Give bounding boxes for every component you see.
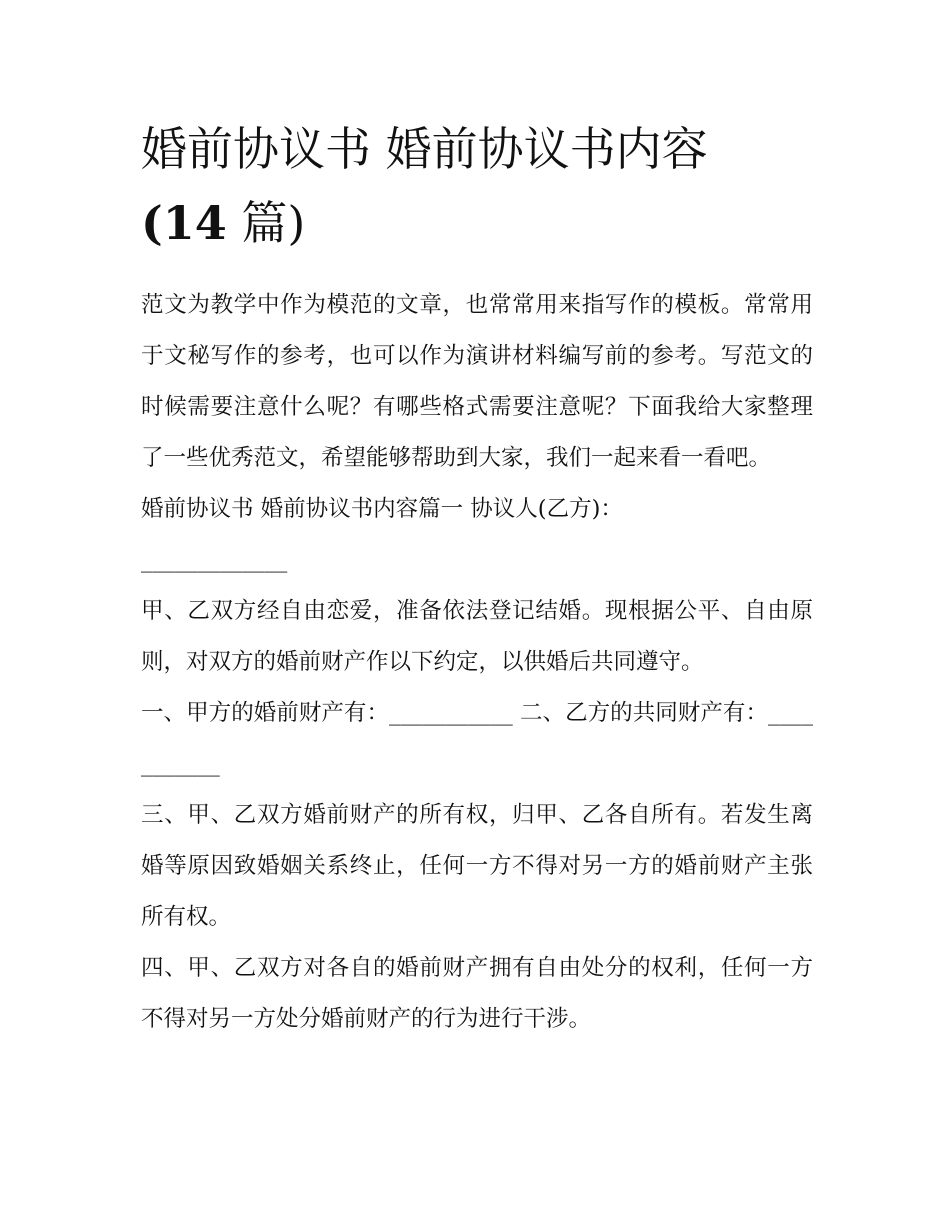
agreement-paragraph-2: 一、甲方的婚前财产有：___________ 二、乙方的共同财产有：___________	[141, 700, 813, 777]
intro-paragraph: 范文为教学中作为模范的文章，也常常用来指写作的模板。常常用于文秘写作的参考，也可以作为演讲材料编写前的参考。写范文的时候需要注意什么呢？有哪些格式需要注意呢？下面我给大家整理了一些优秀范文，希望能够帮助到大家，我们一起来看一看吧。	[141, 292, 813, 471]
title-paren-open: (	[141, 196, 163, 250]
signature-blank-line: _____________	[141, 547, 288, 573]
title-line-2-rest: 篇)	[226, 196, 306, 250]
section-heading-line: 婚前协议书 婚前协议书内容篇一 协议人(乙方)：	[141, 496, 623, 522]
document-title	[141, 112, 813, 260]
title-line-1: 婚前协议书 婚前协议书内容	[141, 122, 708, 176]
title-count: 14	[162, 196, 227, 250]
agreement-paragraph-4: 四、甲、乙双方对各自的婚前财产拥有自由处分的权利，任何一方不得对另一方处分婚前财产的行为进行干涉。	[141, 955, 813, 1032]
agreement-paragraph-1: 甲、乙双方经自由恋爱，准备依法登记结婚。现根据公平、自由原则，对双方的婚前财产作以下约定，以供婚后共同遵守。	[141, 598, 813, 675]
agreement-paragraph-3: 三、甲、乙双方婚前财产的所有权，归甲、乙各自所有。若发生离婚等原因致婚姻关系终止，任何一方不得对另一方的婚前财产主张所有权。	[141, 802, 813, 930]
document-body	[141, 112, 813, 1045]
